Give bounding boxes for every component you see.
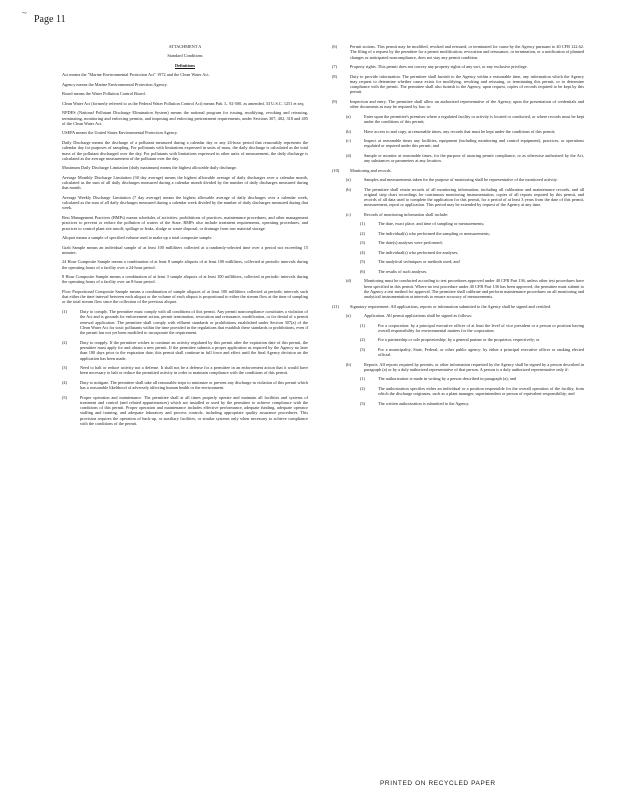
- condition-subitem: [360, 386, 584, 397]
- condition-item: [62, 309, 308, 335]
- records-subitems: [360, 221, 584, 274]
- item-number: (2): [360, 337, 366, 343]
- item-number: (1): [360, 322, 366, 328]
- item-number: (2): [360, 230, 366, 236]
- definition-paragraph: NPDES (National Pollutant Discharge Elimination System) means the national program for issuing, modifying, revoking and reissuing, terminating, monitoring and enforcing permits, and imposing and enforcing pretreatment requirements, under Sections 307, 402, 318 and 405 of the Clean Water Act.: [62, 110, 308, 126]
- condition-subitem: [360, 250, 584, 255]
- item-text: Inspect at reasonable times any facilities, equipment (including monitoring and control equipment), practices, or operations regulated or required under this permit; and: [364, 137, 584, 149]
- item-number: (d): [346, 152, 352, 158]
- item-number: (1): [360, 376, 366, 382]
- item-text: Monitoring must be conducted according to test procedures approved under 40 CFR Part 136, unless other test procedures have been specified in this permit. Where no test procedure under 40 CFR Part 136 has been approved, the permittee must submit to the Agency a test method for approval. The permittee shall calibrate and perform maintenance procedures on all monitoring and analytical instrumentation at intervals to ensure accuracy of measurements.: [364, 278, 584, 300]
- right-column: [332, 44, 584, 410]
- condition-subitem: [360, 401, 584, 406]
- item-number: (a): [346, 313, 351, 319]
- item-text: Enter upon the permittee's premises where a regulated facility or activity is located or conducted, or where records must be kept under the conditions of this permit;: [364, 113, 584, 125]
- item-number: (10): [332, 167, 340, 173]
- item-text: Application. All permit applications shall be signed as follows:: [364, 313, 473, 319]
- item-number: (6): [332, 44, 338, 49]
- item-number: (11): [332, 303, 339, 309]
- document-title: Standard Conditions: [167, 53, 203, 59]
- condition-subitem: [346, 129, 584, 134]
- condition-item: [332, 99, 584, 110]
- item-text: Property rights. This permit does not convey any property rights of any sort, or any exclusive privilege.: [350, 64, 528, 70]
- monitoring-subitems-2: [346, 278, 584, 299]
- item-text: The individual(s) who performed the sampling or measurements;: [378, 230, 490, 236]
- item-number: (2): [360, 385, 366, 391]
- reports-subitems: [360, 376, 584, 406]
- left-column: [62, 44, 308, 431]
- item-text: Records of monitoring information shall include:: [364, 211, 449, 217]
- definition-paragraph: Average Weekly Discharge Limitation (7 day average) means the highest allowable average of daily discharges over a calendar week, calculated as the sum of all daily discharges measured during a calendar week divided by the number of daily discharges measured during that week.: [62, 194, 308, 211]
- condition-item: [332, 44, 584, 60]
- definition-paragraph: Grab Sample means an individual sample of at least 100 milliliters collected at a randomly-selected time over a period not exceeding 15 minutes.: [62, 244, 308, 255]
- condition-subitem: [360, 347, 584, 358]
- signatory-subitems-2: [346, 362, 584, 373]
- item-text: Monitoring and records.: [350, 167, 392, 173]
- item-number: (2): [62, 339, 68, 345]
- definition-paragraph: 24 Hour Composite Sample means a combination of at least 8 sample aliquots of at least 100 milliliters, collected at periodic intervals during the operating hours of a facility over a 24-hour period.: [62, 259, 308, 270]
- footer-recycled-paper: PRINTED ON RECYCLED PAPER: [380, 780, 496, 787]
- item-text: Duty to comply. The permittee must comply with all conditions of this permit. Any permit noncompliance constitutes a violation of the Act and is grounds for enforcement action, permit termination, revocation and reissuance, modification, or for denial of a permit renewal application. The permittee shall comply with effluent standards or prohibitions established under Section 307(a) of the Clean Water Act for toxic pollutants within the time provided in the regulations that establish these standards or prohibitions, even if the permit has not yet been modified to incorporate the requirement.: [80, 308, 308, 336]
- item-text: The authorization is made in writing by a person described in paragraph (a); and: [378, 376, 517, 382]
- item-number: (c): [346, 211, 351, 217]
- condition-subitem: [346, 187, 584, 208]
- definition-paragraph: Aliquot means a sample of specified volume used to make up a total composite sample.: [62, 235, 213, 241]
- item-text: Duty to reapply. If the permittee wishes to continue an activity regulated by this permit after the expiration date of this permit, the permittee must apply for and obtain a new permit. If the permittee submits a proper application as required by the Agency no later than 180 days prior to the expiration date, this permit shall continue in full force and effect until the final Agency decision on the application has been made.: [80, 339, 308, 361]
- item-text: Have access to and copy, at reasonable times, any records that must be kept under the conditions of this permit;: [364, 128, 556, 134]
- item-number: (7): [332, 64, 338, 70]
- item-text: The written authorization is submitted to the Agency.: [378, 400, 470, 406]
- item-number: (4): [62, 379, 68, 385]
- item-text: For a municipality, State, Federal, or other public agency: by either a principal executive officer or ranking elected official.: [378, 346, 584, 358]
- item-text: Duty to mitigate. The permittee shall take all reasonable steps to minimize or prevent any discharge in violation of this permit which has a reasonable likelihood of adversely affecting human health or the environment.: [80, 379, 308, 391]
- condition-subitem: [360, 323, 584, 334]
- item-text: Signatory requirement. All applications, reports or information submitted to the Agency shall be signed and certified.: [350, 303, 552, 309]
- condition-subitem: [346, 313, 584, 318]
- condition-subitem: [346, 153, 584, 164]
- condition-item: [62, 365, 308, 376]
- item-text: The individual(s) who performed the analyses;: [378, 249, 459, 255]
- definition-paragraph: Agency means the Marine Environmental Protection Agency.: [62, 81, 168, 87]
- condition-subitem: [346, 177, 584, 182]
- conditions-list-left: [62, 309, 308, 426]
- item-text: For a partnership or sole proprietorship: by a general partner or the proprietor, respectively; or: [378, 337, 540, 343]
- item-number: (1): [360, 221, 366, 227]
- item-number: (b): [346, 361, 352, 367]
- definition-paragraph: Act means the "Marine Environmental Protection Act" 1972 and the Clean Water Act.: [62, 72, 210, 78]
- condition-subitem: [360, 221, 584, 226]
- condition-subitem: [360, 337, 584, 342]
- definition-paragraph: 8 Hour Composite Sample means a combination of at least 3 sample aliquots of at least 100 milliliters, collected at periodic intervals during the operating hours of a facility over an 8-hour period.: [62, 274, 308, 285]
- item-number: (b): [346, 128, 352, 134]
- item-number: (8): [332, 73, 338, 79]
- condition-item: [332, 168, 584, 173]
- application-subitems: [360, 323, 584, 358]
- condition-subitem: [360, 231, 584, 236]
- condition-subitem: [346, 362, 584, 373]
- item-text: For a corporation: by a principal executive officer of at least the level of vice president or a person or position having overall responsibility for environmental matters for the corporation;: [378, 322, 584, 333]
- item-text: The permittee shall retain records of all monitoring information, including all calibration and maintenance records, and all original strip chart recordings for continuous monitoring instrumentation, copies of all reports required by this permit, and records of all data used to complete the application for this permit, for a period of at least 3 years from the date of this permit, measurement, report or application. This period may be extended by request of the Agency at any time.: [364, 186, 584, 208]
- item-text: Proper operation and maintenance. The permittee shall at all times properly operate and maintain all facilities and systems of treatment and control (and related appurtenances) which are installed or used by the permittee to achieve compliance with the conditions of this permit. Proper operation and maintenance includes effective performance, adequate funding, adequate operator staffing and training, and adequate laboratory and process controls, including appropriate quality assurance procedures. This provision requires the operation of back-up, or auxiliary facilities, or similar systems only when necessary to achieve compliance with the conditions of the permit.: [80, 394, 308, 427]
- condition-item: [62, 395, 308, 427]
- monitoring-subitems: [346, 177, 584, 217]
- signatory-subitems: [346, 313, 584, 318]
- item-number: (d): [346, 278, 352, 284]
- item-text: Need to halt or reduce activity not a defense. It shall not be a defense for a permittee in an enforcement action that it would have been necessary to halt or reduce the permitted activity in order to maintain compliance with the conditions of this permit.: [80, 365, 308, 376]
- item-number: (b): [346, 186, 352, 192]
- page-corner-mark: ~: [22, 8, 27, 18]
- definitions-heading: Definitions: [174, 62, 196, 68]
- definitions-list: [62, 72, 308, 304]
- item-text: Sample or monitor at reasonable times, for the purpose of assuring permit compliance, or as otherwise authorized by the Act, any substances or parameters at any location.: [364, 152, 584, 164]
- definition-paragraph: Best Management Practices (BMPs) means schedules of activities, prohibitions of practices, maintenance procedures, and other management practices to prevent or reduce the pollution of waters of the State. BMPs also include treatment requirements, operating procedures, and practices to control plant site runoff, spillage or leaks, sludge or waste disposal, or drainage from raw material storage.: [62, 214, 308, 231]
- item-number: (3): [360, 240, 366, 246]
- conditions-list-right: [332, 44, 584, 110]
- definition-paragraph: Board means the Water Pollution Control Board.: [62, 91, 146, 97]
- item-number: (9): [332, 98, 338, 104]
- item-number: (5): [62, 394, 68, 400]
- condition-subitem: [360, 259, 584, 264]
- condition-item: [62, 340, 308, 361]
- condition-subitem: [360, 240, 584, 245]
- item-number: (3): [360, 346, 366, 352]
- item-number: (3): [62, 365, 68, 370]
- definition-paragraph: Daily Discharge means the discharge of a pollutant measured during a calendar day or any 24-hour period that reasonably represents the calendar day for purposes of sampling. For pollutants with limitations expressed in units of mass, the daily discharge is calculated as the total mass of the pollutant discharged over the day. For pollutants with limitations expressed in other units of measurement, the daily discharge is calculated as the average measurement of the pollutant over the day.: [62, 139, 308, 161]
- definition-paragraph: USEPA means the United States Environmental Protection Agency.: [62, 130, 178, 136]
- item-text: The results of such analyses.: [378, 268, 428, 274]
- definition-paragraph: Maximum Daily Discharge Limitation (daily maximum) means the highest allowable daily discharge.: [62, 165, 238, 171]
- item-number: (1): [62, 308, 68, 314]
- item-text: Permit actions. This permit may be modified, revoked and reissued, or terminated for cause by the Agency pursuant to 40 CFR 122.62. The filing of a request by the permittee for a permit modification, revocation and reissuance, or termination, or a notification of planned changes or anticipated noncompliance, does not stay any permit condition.: [350, 44, 584, 60]
- item-number: (c): [346, 137, 351, 143]
- condition-subitem: [346, 212, 584, 217]
- item-text: The date(s) analyses were performed;: [378, 240, 443, 246]
- item-number: (3): [360, 400, 366, 406]
- condition-subitem: [346, 278, 584, 299]
- page-number-label: Page 11: [34, 14, 66, 25]
- definition-paragraph: Average Monthly Discharge Limitation (30 day average) means the highest allowable average of daily discharges over a calendar month, calculated as the sum of all daily discharges measured during a calendar month divided by the number of daily discharges measured during that month.: [62, 174, 308, 191]
- item-text: Inspection and entry. The permittee shall allow an authorized representative of the Agency, upon the presentation of credentials and other documents as may be required by law, to:: [350, 98, 584, 110]
- item-text: The authorization specifies either an individual or a position responsible for the overall operation of the facility, from which the discharge originates, such as a plant manager, superintendent or person of equivalent responsibility; and: [378, 385, 584, 397]
- item-number: (6): [360, 268, 366, 274]
- item-text: Duty to provide information. The permittee shall furnish to the Agency within a reasonable time, any information which the Agency may request to determine whether cause exists for modifying, revoking and reissuing, or terminating this permit, or to determine compliance with the permit. The permittee shall also furnish to the Agency, upon request, copies of records required to be kept by this permit.: [350, 73, 584, 95]
- condition-item: [332, 304, 584, 309]
- condition-subitem: [346, 138, 584, 149]
- definition-paragraph: Clean Water Act (formerly referred to as the Federal Water Pollution Control Act) means Pub. L. 92-500, as amended, 33 U.S.C. 1251 et seq.: [62, 100, 305, 106]
- monitoring-item: [332, 168, 584, 173]
- item-text: Reports. All reports required by permits, or other information requested by the Agency shall be signed by a person described in paragraph (a) or by a duly authorized representative of that person. A person is a duly authorized representative only if:: [364, 361, 584, 372]
- attachment-heading: ATTACHMENT A: [168, 44, 202, 49]
- condition-item: [62, 380, 308, 391]
- condition-subitem: [346, 114, 584, 125]
- item-number: (a): [346, 177, 351, 183]
- condition-subitem: [360, 269, 584, 274]
- item-number: (5): [360, 259, 366, 265]
- item-text: The analytical techniques or methods used; and: [378, 259, 460, 265]
- item-text: Samples and measurements taken for the purpose of monitoring shall be representative of the monitored activity.: [364, 177, 558, 183]
- item-number: (4): [360, 249, 366, 255]
- item-text: The date, exact place, and time of sampling or measurements;: [378, 221, 485, 227]
- condition-item: [332, 74, 584, 95]
- condition-item: [332, 64, 584, 69]
- condition-subitem: [360, 376, 584, 381]
- signatory-item: [332, 304, 584, 309]
- definition-paragraph: Flow Proportional Composite Sample means a combination of sample aliquots of at least 100 milliliters collected at periodic intervals such that either the time interval between each aliquot or the volume of each aliquot is proportional to either the stream flow at the time of sampling or the total stream flow since the collection of the previous aliquot.: [62, 288, 308, 305]
- inspection-subitems: [346, 114, 584, 164]
- item-number: (a): [346, 113, 351, 119]
